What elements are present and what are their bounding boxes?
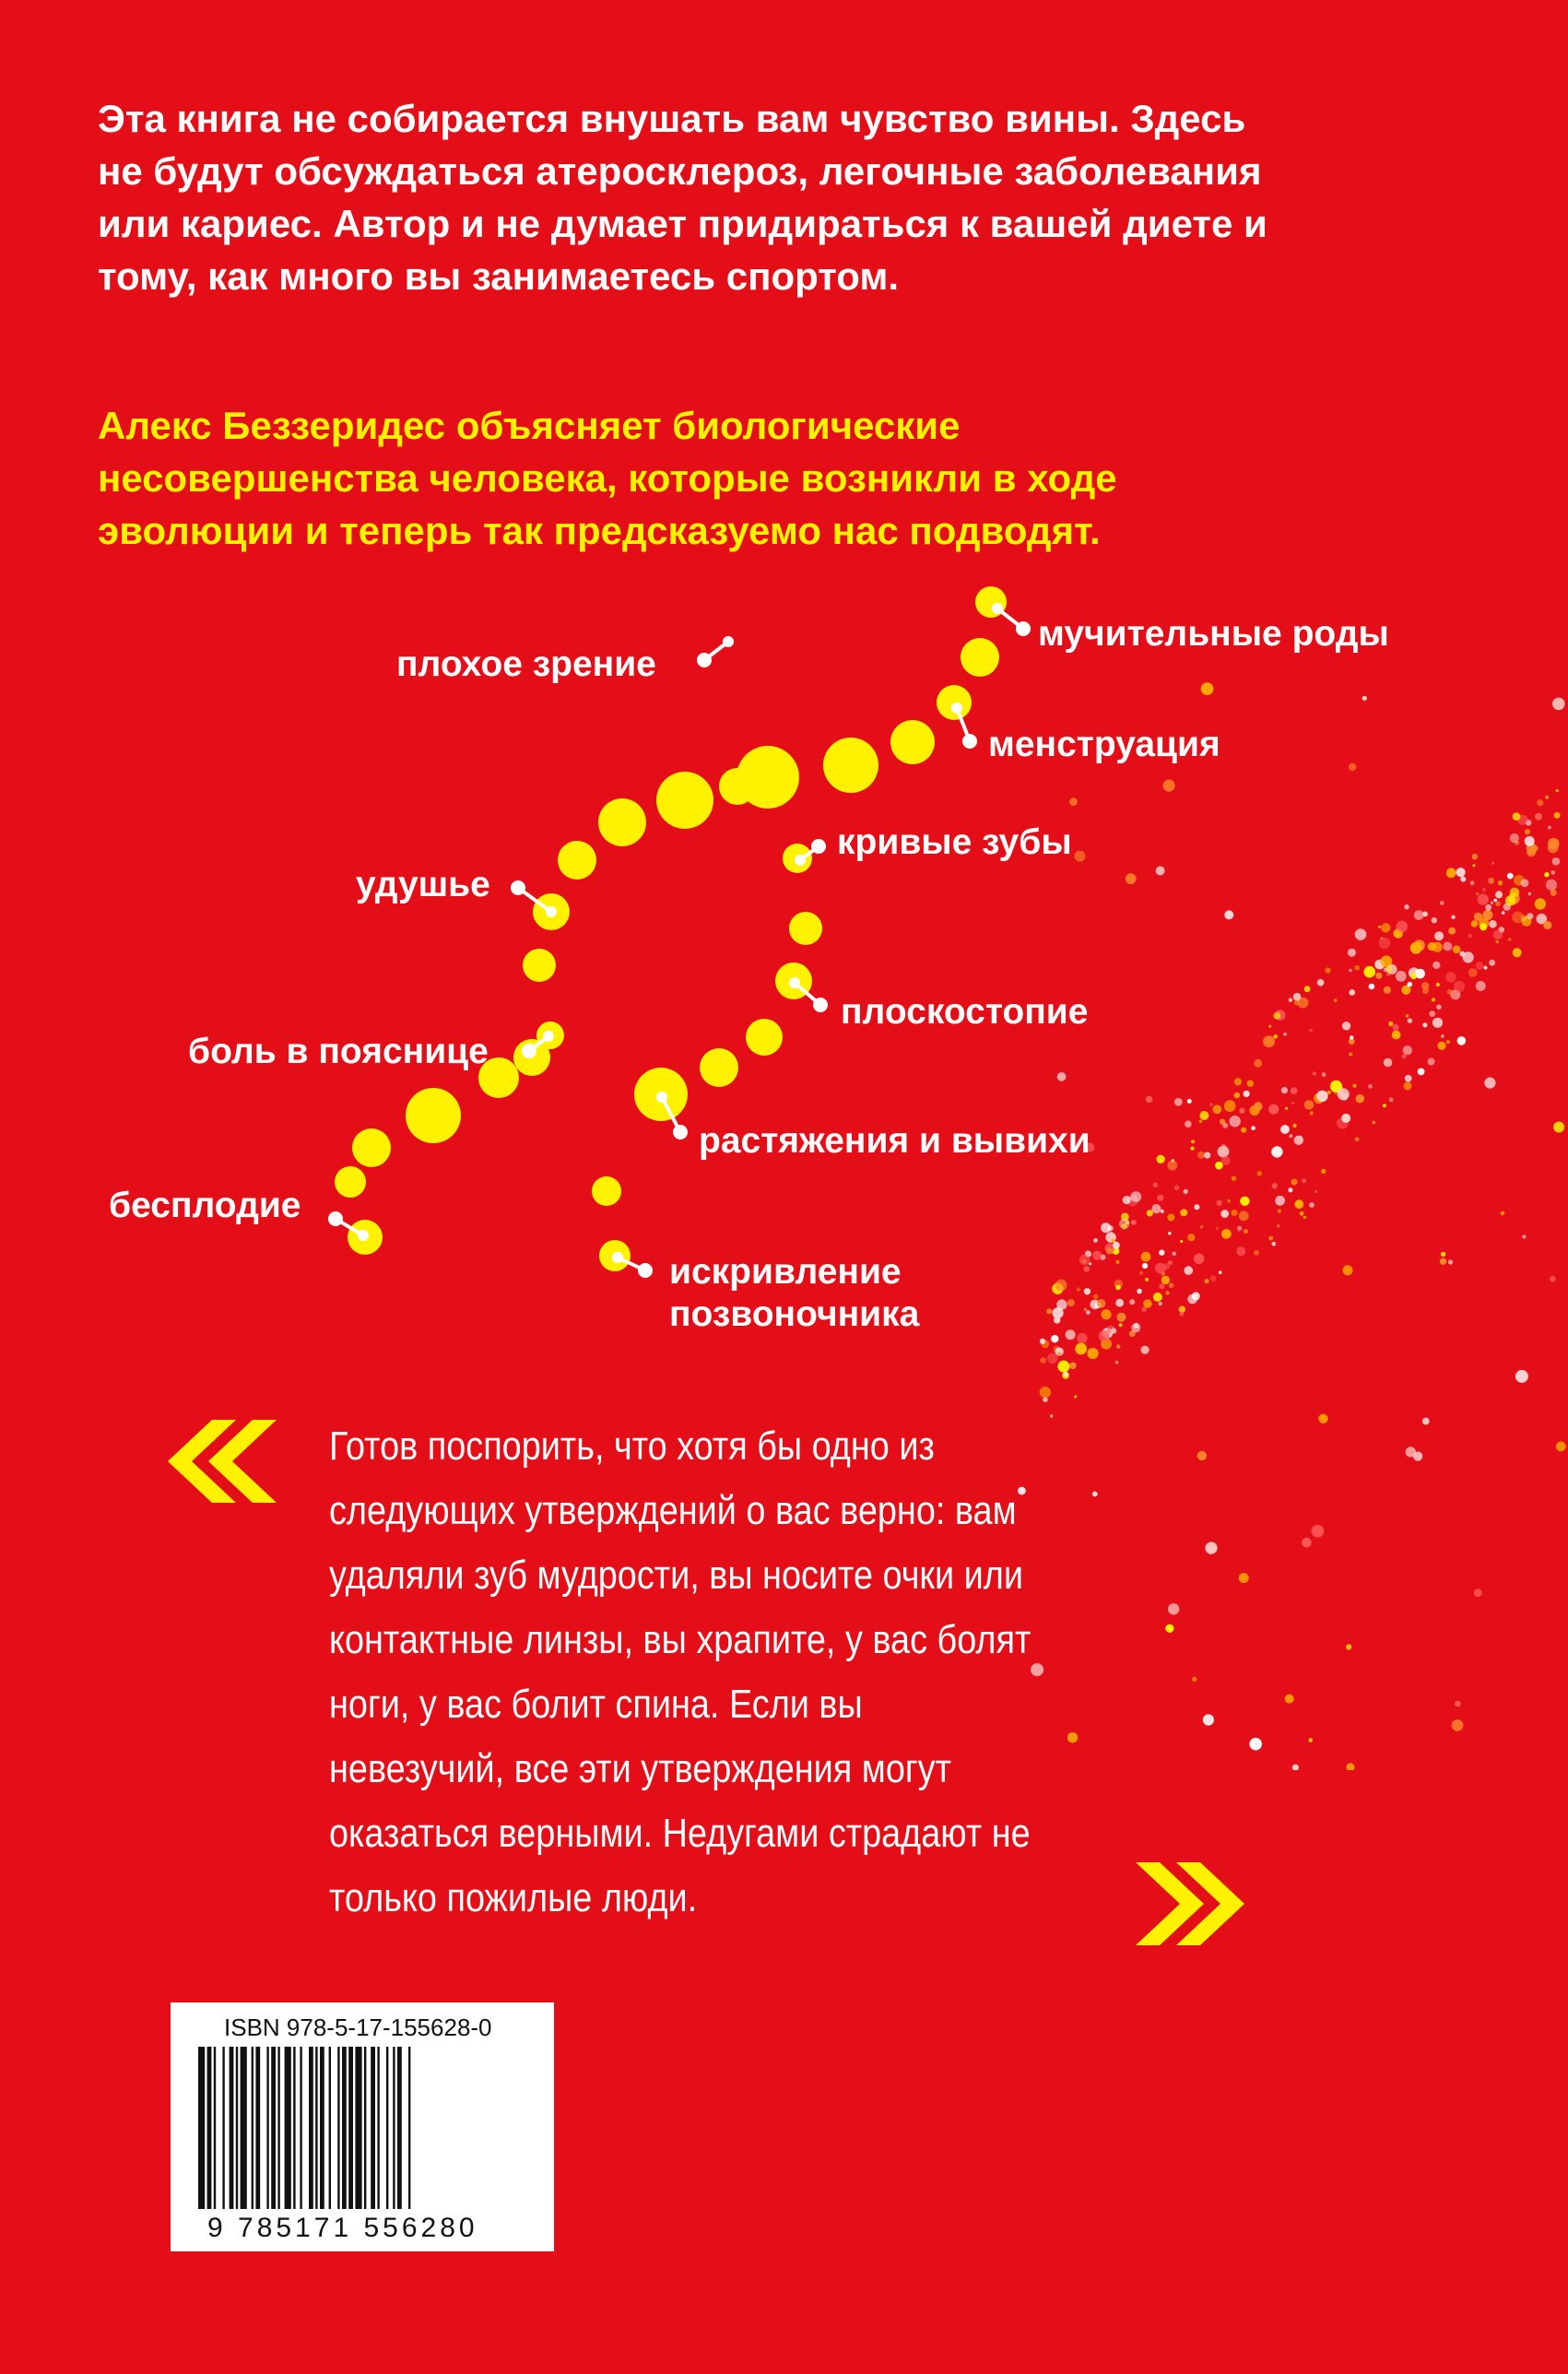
quote-text: Готов поспорить, что хотя бы одно из следующих утверждений о вас верно: вам удаляли зуб мудрости, вы носите очки или контактные линзы, вы храпите, у вас болят ноги, у вас болит спина. Если вы невезучий, все эти утверждения могут оказаться верными. Недугами страдают не только пожилые люди. bbox=[329, 1423, 1032, 1920]
close-quote-chevrons-icon bbox=[1136, 1862, 1248, 1945]
barcode-bars bbox=[198, 2047, 526, 2215]
label-painful-birth: мучительные роды bbox=[1038, 614, 1389, 654]
label-sprains: растяжения и вывихи bbox=[699, 1121, 1091, 1161]
intro-paragraph: Эта книга не собирается внушать вам чувство вины. Здесь не будут обсуждаться атеросклероз, легочные заболевания или кариес. Автор и не думает придираться к вашей диете и тому, как много вы занимаетесь спортом. bbox=[98, 97, 1267, 298]
label-spine-curvature-line2: позвоночника bbox=[669, 1294, 920, 1334]
label-back-pain: боль в пояснице bbox=[188, 1032, 489, 1071]
label-infertility: бесплодие bbox=[109, 1186, 301, 1225]
label-flat-feet: плоскостопие bbox=[841, 992, 1089, 1032]
label-poor-vision: плохое зрение bbox=[396, 644, 656, 684]
isbn-text: ISBN 978-5-17-155628-0 bbox=[224, 2014, 492, 2041]
highlight-paragraph: Алекс Беззеридес объясняет биологические несовершенства человека, которые возникли в ходе эволюции и теперь так предсказуемо нас подводят. bbox=[98, 404, 1117, 552]
label-menstruation: менструация bbox=[988, 725, 1220, 764]
barcode-number: 9 785171 556280 bbox=[207, 2213, 478, 2243]
label-suffocation: удушье bbox=[356, 865, 490, 904]
label-spine-curvature-line1: искривление bbox=[669, 1252, 902, 1292]
barcode-panel bbox=[171, 2002, 554, 2251]
open-quote-chevrons-icon bbox=[164, 1420, 277, 1503]
label-crooked-teeth: кривые зубы bbox=[837, 822, 1072, 862]
